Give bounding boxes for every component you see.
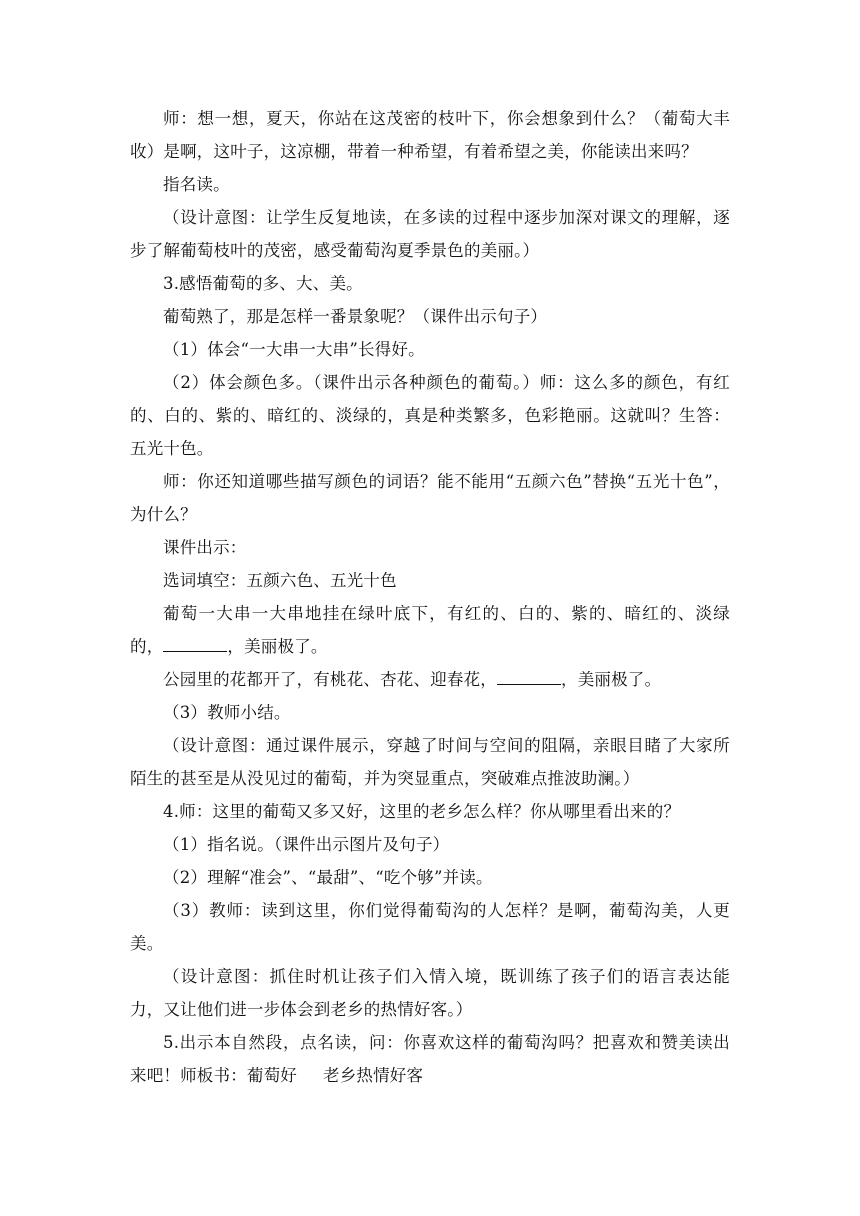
fill-blank-1-line bbox=[163, 633, 227, 652]
fill-blank-2-text: 公园里的花都开了，有桃花、杏花、迎春花， bbox=[163, 670, 497, 689]
paragraph-point-1: （1）体会“一大串一大串”长得好。 bbox=[163, 340, 425, 359]
paragraph-read-by-name: 指名读。 bbox=[163, 175, 230, 194]
document-body bbox=[130, 102, 730, 1092]
paragraph-section-4: 4.师：这里的葡萄又多又好，这里的老乡怎么样？你从哪里看出来的？ bbox=[163, 802, 681, 821]
paragraph-courseware-shows: 课件出示： bbox=[163, 538, 247, 557]
paragraph-fill-in-words: 选词填空：五颜六色、五光十色 bbox=[163, 571, 397, 590]
paragraph-point-3-summary: （3）教师小结。 bbox=[163, 703, 291, 722]
paragraph-fill-blank-1 bbox=[130, 597, 730, 663]
paragraph-color-words-question: 师：你还知道哪些描写颜色的词语？能不能用“五颜六色”替换“五光十色”，为什么？ bbox=[130, 472, 730, 524]
paragraph-teacher-imagine: 师：想一想，夏天，你站在这茂密的枝叶下，你会想象到什么？（葡萄大丰收）是啊，这叶子，这凉棚，带着一种希望，有着希望之美，你能读出来吗？ bbox=[130, 109, 730, 161]
fill-blank-1-text: 葡萄一大串一大串地挂在绿叶底下，有红的、白的、紫的、暗红的、淡绿的， bbox=[130, 604, 730, 656]
fill-blank-2-line bbox=[497, 666, 561, 685]
paragraph-design-intent-1: （设计意图：让学生反复地读，在多读的过程中逐步加深对课文的理解，逐步了解葡萄枝叶的茂密，感受葡萄沟夏季景色的美丽。） bbox=[130, 208, 730, 260]
paragraph-grapes-ripe: 葡萄熟了，那是怎样一番景象呢？（课件出示句子） bbox=[163, 307, 548, 326]
paragraph-section-4-point-1: （1）指名说。（课件出示图片及句子） bbox=[163, 835, 450, 854]
paragraph-design-intent-3: （设计意图：抓住时机让孩子们入情入境，既训练了孩子们的语言表达能力，又让他们进一步体会到老乡的热情好客。） bbox=[130, 967, 730, 1019]
board-writing-hospitable: 老乡热情好客 bbox=[323, 1066, 424, 1085]
section-5-text: 5.出示本自然段，点名读，问：你喜欢这样的葡萄沟吗？把喜欢和赞美读出来吧！师板书：葡萄好 bbox=[130, 1033, 730, 1085]
paragraph-fill-blank-2 bbox=[130, 663, 730, 696]
paragraph-point-2-colors: （2）体会颜色多。（课件出示各种颜色的葡萄。）师：这么多的颜色，有红的、白的、紫的、暗红的、淡绿的，真是种类繁多，色彩艳丽。这就叫？生答：五光十色。 bbox=[130, 373, 730, 458]
paragraph-section-4-point-2: （2）理解“准会”、“最甜”、“吃个够”并读。 bbox=[163, 868, 493, 887]
fill-blank-1-tail: ，美丽极了。 bbox=[227, 637, 328, 656]
fill-blank-2-tail: ，美丽极了。 bbox=[561, 670, 662, 689]
paragraph-section-4-point-3: （3）教师：读到这里，你们觉得葡萄沟的人怎样？是啊，葡萄沟美，人更美。 bbox=[130, 901, 730, 953]
paragraph-section-5 bbox=[130, 1026, 730, 1092]
paragraph-section-3-heading: 3.感悟葡萄的多、大、美。 bbox=[163, 274, 363, 293]
paragraph-design-intent-2: （设计意图：通过课件展示，穿越了时间与空间的阻隔，亲眼目睹了大家所陌生的甚至是从没见过的葡萄，并为突显重点，突破难点推波助澜。） bbox=[130, 736, 730, 788]
